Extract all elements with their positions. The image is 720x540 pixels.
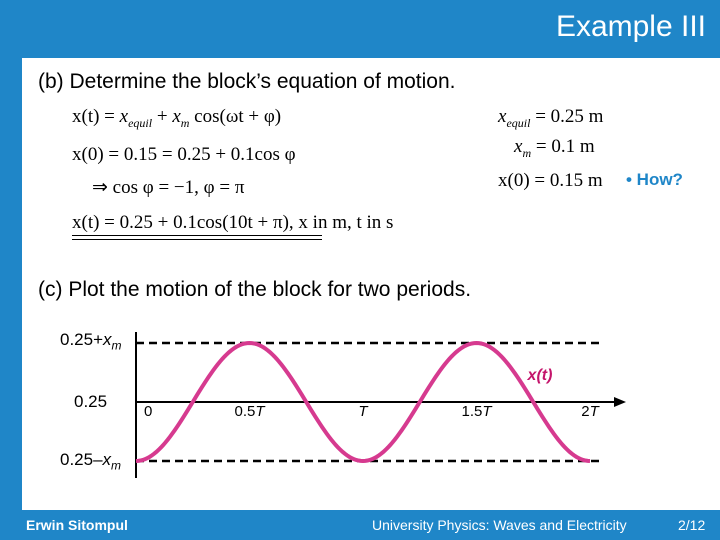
x-tick-label-2 — [358, 403, 369, 420]
y-label-mid: 0.25 — [74, 392, 108, 411]
section-c-heading: (c) Plot the motion of the block for two periods. — [38, 278, 472, 301]
x-tick-label-3-coef: 1.5 — [461, 403, 483, 420]
eq1-xeq-sub: equil — [128, 115, 153, 130]
y-label-top-var: x — [103, 330, 112, 349]
footer-course: University Physics: Waves and Electricity — [372, 517, 627, 533]
slide-title: Example III — [555, 10, 706, 43]
eq1-lhs: x(t) = — [72, 106, 120, 127]
x-tick-label-3-period: T — [482, 403, 492, 420]
eq1-xeq: x — [119, 106, 129, 127]
x-tick-label-0: 0 — [144, 403, 153, 420]
given-x0: x(0) = 0.15 m — [498, 170, 603, 191]
page-number: 2/12 — [678, 517, 706, 533]
eq1-plus: + — [152, 106, 173, 127]
x-tick-label-4-coef: 2 — [581, 403, 590, 420]
x-tick-label-1-coef: 0.5 — [234, 403, 256, 420]
footer-author: Erwin Sitompul — [26, 517, 128, 533]
section-b-heading: (b) Determine the block’s equation of motion. — [38, 70, 456, 93]
eq1-rest: cos(ωt + φ) — [189, 106, 282, 127]
equation-result: x(t) = 0.25 + 0.1cos(10t + π), x in m, t in s — [72, 212, 394, 233]
x-tick-label-4-period: T — [589, 403, 599, 420]
y-label-top-sub: m — [111, 338, 122, 353]
y-label-top-prefix: 0.25+ — [60, 330, 104, 349]
given-xm-var: x — [514, 136, 523, 157]
curve-label: x(t) — [527, 367, 553, 384]
x-tick-label-4 — [581, 403, 600, 420]
equation-phase: ⇒ cos φ = −1, φ = π — [92, 177, 245, 198]
given-xequil-var: x — [498, 106, 507, 127]
given-xequil-sub: equil — [506, 115, 531, 130]
given-xequil-val: = 0.25 m — [530, 106, 604, 127]
y-label-bot-sub: m — [111, 458, 122, 473]
x-tick-label-1-period: T — [255, 403, 265, 420]
x-axis-arrow — [614, 397, 626, 407]
x-tick-label-3 — [461, 403, 493, 420]
y-label-bot-var: x — [102, 450, 112, 469]
given-xm-sub: m — [522, 145, 532, 160]
eq1-xm-sub: m — [180, 115, 190, 130]
y-label-bot-prefix: 0.25– — [60, 450, 103, 469]
how-bullet: • How? — [626, 170, 683, 189]
equation-initial: x(0) = 0.15 = 0.25 + 0.1cos φ — [72, 144, 296, 165]
eq1-xm: x — [172, 106, 181, 127]
given-xm-val: = 0.1 m — [531, 136, 595, 157]
x-tick-label-2-period: T — [358, 403, 368, 420]
x-tick-label-1 — [234, 403, 266, 420]
